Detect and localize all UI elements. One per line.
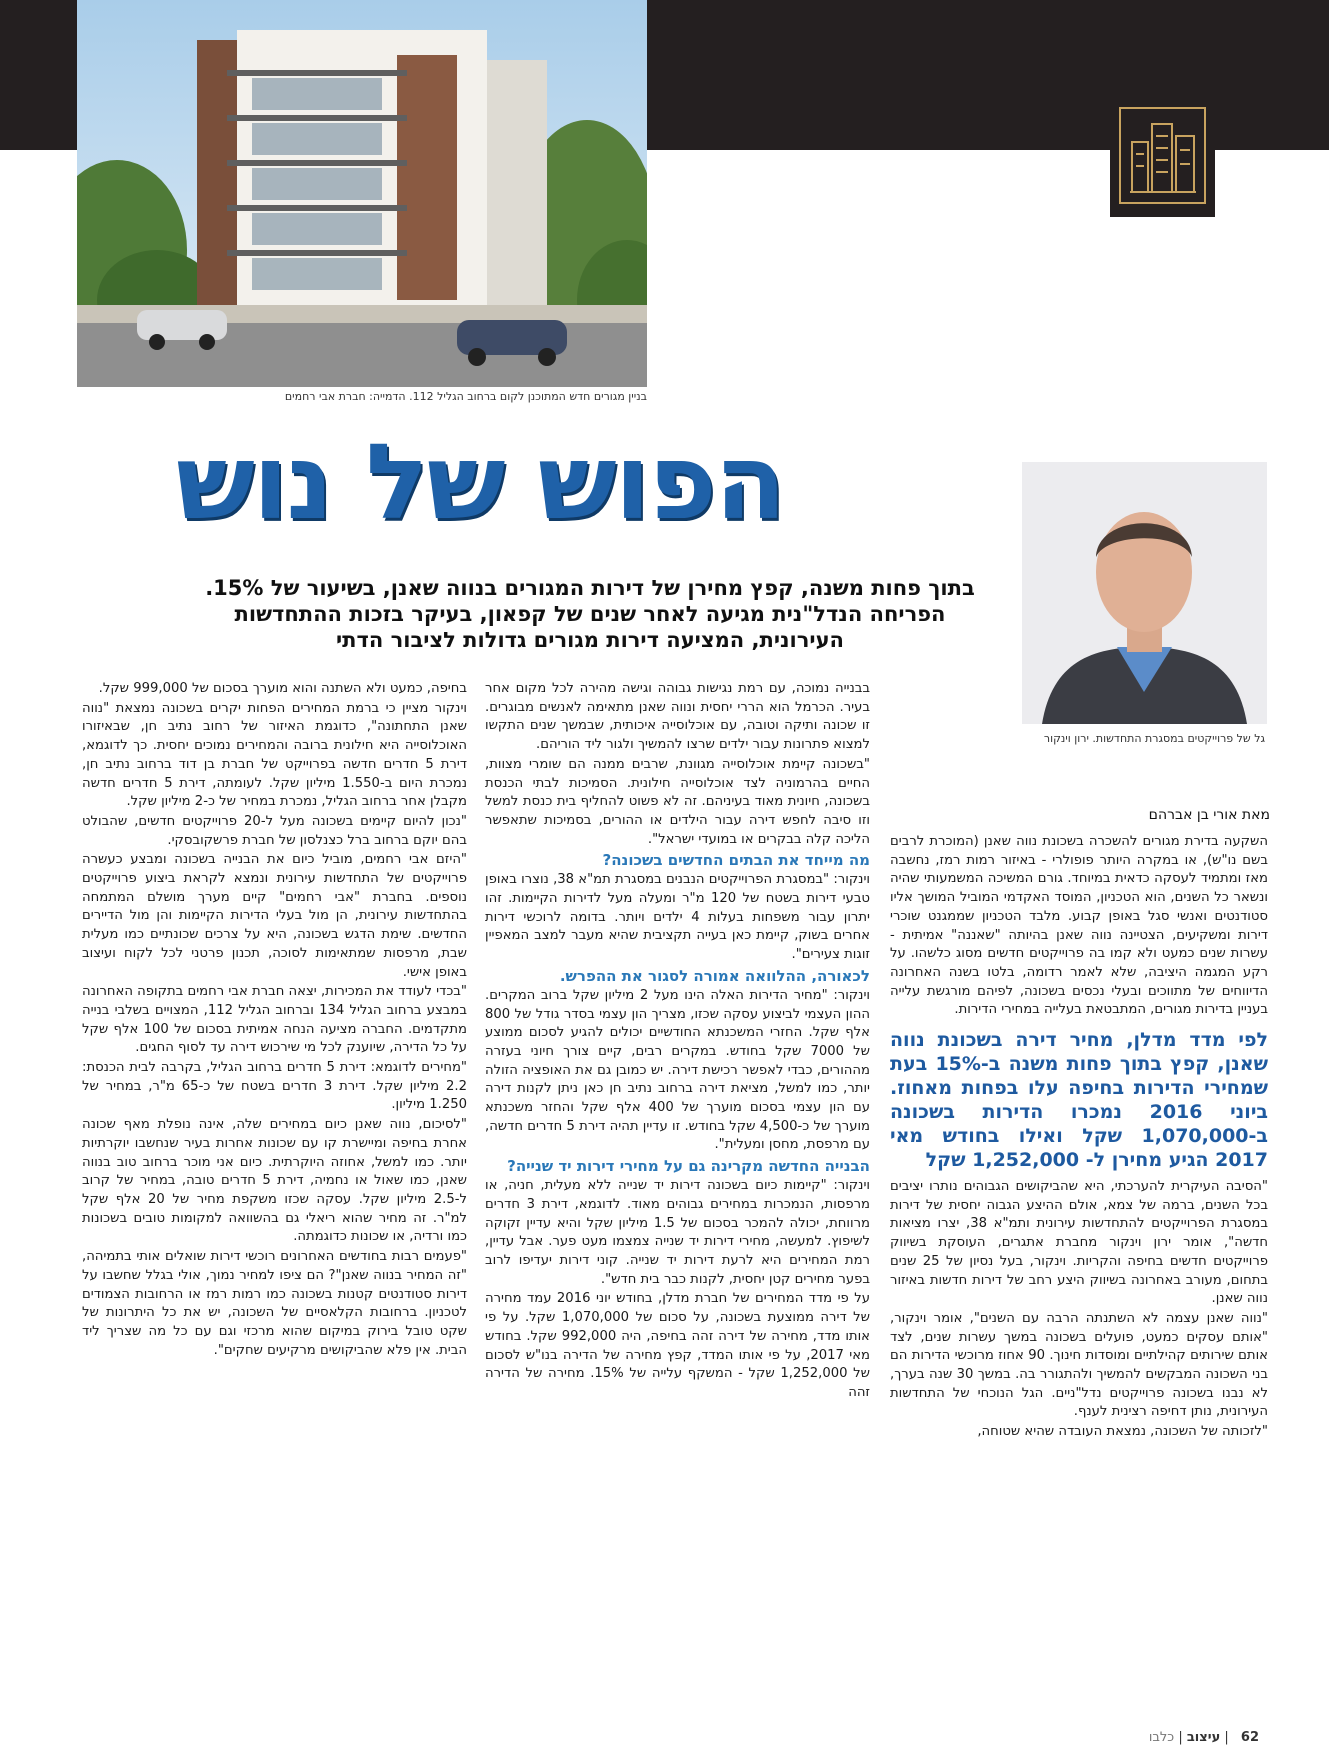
section-logo — [1110, 94, 1215, 217]
page-number: 62 — [1240, 1730, 1259, 1745]
paragraph: בבנייה נמוכה, עם רמת נגישות גבוהה וגישה מהירה לכל מקום אחר בעיר. הכרמל הוא הררי יחסית ונווה שאנן מתאימה לאנשים מבוגרים. זו שכונה ותיקה וטובה, עם אוכלוסייה איכותית, שבמשך שנים התקשו למצוא פתרונות עבור ילדים שרצו להמשיך ולגור ליד הוריהם. — [485, 681, 870, 753]
paragraph: על פי מדד המחירים של חברת מדלן, בחודש יוני 2016 עמד מחירה של דירה ממוצעת בשכונה, על סכום של 1,070,000 שקל. על פי אותו מדד, מחירה של דירה זהה בחיפה, היה 992,000 שקל. בחודש מאי 2017, על פי אותו המדד, קפץ מחירה של הדירה בנו"ש לסכום של 1,252,000 שקל - המשקף עלייה של 15%. מחירה של הדירה זהה — [485, 1291, 870, 1400]
paragraph: "הסיבה העיקרית להערכתי, היא שהביקושים הגבוהים נותרו יציבים בכל השנים, ברמה של צמא, אולם ההיצע הגבוה יחסית של דירות במסגרת הפרוייקטים להתחדשות עירונית ותמ"א 38, יצרו מציאות חדשה", אומר ירון וינקור מחברת אתגרים, העוסקת בשיווק פרוייקטים חדשים בחיפה והקריות. וינקור, בעל נסיון של 25 שנים בתחום, מעורב באחרונה בשיווק היצע רחב של דירות חדשות באיזור נווה שאנן. — [890, 1179, 1269, 1307]
paragraph: "נווה שאנן עצמה לא השתנתה הרבה עם השנים", אומר וינקור, "אותם עסקים כמעט, פועלים בשכונה במשך עשרות שנים, לצד אותם שירותים קהילתיים ומוסדות חינוך. 90 אחוז מרוכשי הדירות הם בני השכונה המבקשים להמשיך ולהתגורר בה. במשך 30 שנה בערך, לא נבנו בשכונה פרוייקטים נדל"ניים. הגל הנוכחי של התחדשות העירונית, נותן דחיפה רצינית לענף. — [890, 1310, 1269, 1420]
paragraph: וינקור: "קיימות כיום בשכונה דירות יד שנייה ללא מעלית, חניה, או מרפסות, הנמכרות במחירים גבוהים מאוד. לדוגמא, דירת 3 חדרים מרווחת, יכולה להמכר בסכום של 1.5 מיליון שקל והיא עדיין זקוקה לשיפוץ. למעשה, מחירי דירות יד שנייה צמצמו מעט פער. אבל עדיין, רמת המחירים היא לרעת דירות יד שנייה. קוני דירות יעדיפו לרוב בפער מחירים קטן יחסית, לקנות כבר בית חדש". — [485, 1178, 870, 1287]
article-subheadline: בתוך פחות משנה, קפץ מחירן של דירות המגורים בנווה שאנן, בשיעור של 15%. הפריחה הנדל"נית מגיעה לאחר שנים של קפאון, בעיקר בזכות ההתחדשות העירונית, המציעה דירות מגורים גדולות לציבור הדתי — [205, 576, 975, 652]
section-heading: לכאורה, ההלוואה אמורה לסגור את ההפרש. — [559, 966, 870, 985]
paragraph: "בכדי לעודד את המכירות, יצאה חברת אבי רחמים בתקופה האחרונה במבצע ברחוב הגליל 134 וברחוב הגליל 112, המצויים בשלבי בנייה מתקדמים. החברה מציעה הנחה אמיתית בסכום של 100 אלף שקל על כל הדירה, שיוענק לכל מי שירכוש דירה עד לסוף החגים. — [82, 984, 468, 1056]
paragraph: "מחירים לדוגמא: דירת 5 חדרים ברחוב הגליל, בקרבה לבית הכנסת: 2.2 מיליון שקל. דירת 3 חדרים בשטח של כ-65 מ"ר, במחיר של 1.250 מיליון. — [82, 1060, 467, 1113]
footer-separator: | — [1178, 1730, 1183, 1745]
photo-caption: בניין מגורים חדש המתוכנן לקום ברחוב הגליל 112. הדמייה: חברת אבי רחמים — [284, 390, 647, 403]
buildings-icon — [1110, 94, 1215, 217]
paragraph: "לזכותה של השכונה, נמצאת העובדה שהיא שטוחה, — [977, 1424, 1268, 1440]
pull-quote: לפי מדד מדלן, מחיר דירה בשכונת נווה שאנן, קפץ בתוך פחות משנה ב-15% בעת שמחירי הדירות בחיפה עלו בפחות מאחוז. ביוני 2016 נמכרו הדירות בשכונה ב-1,070,000 שקל ואילו בחודש מאי 2017 הגיע מחירן ל- 1,252,000 שקל — [890, 1029, 1268, 1172]
page-footer — [1149, 1730, 1259, 1745]
magazine-name: כלבו — [1148, 1730, 1175, 1745]
paragraph: בחיפה, כמעט ולא השתנה והוא מוערך בסכום של 999,000 שקל. — [98, 681, 467, 696]
portrait-caption: גל של פרוייקטים במסגרת התחדשות. ירון וינקור — [1043, 732, 1265, 745]
paragraph: "נכון להיום קיימים בשכונה מעל ל-20 פרוייקטים חדשים, שהבולט בהם יוקם ברחוב ברל כצנלסון של חברת פרשקובסקי. — [82, 813, 467, 848]
paragraph: השקעה בדירת מגורים להשכרה בשכונת נווה שאנן (המוכרת לרבים בשם נו"ש), או במקרה היותר פופולרי - באיזור רמות רמז, נחשבה מאז ומתמיד לעסקה כדאית במיוחד. גורם המשיכה המשמעותי שהיה ונשאר כל השנים, הוא הטכניון, המוסד האקדמי המוביל המושך אליו סטודנטים ואנשי סגל באופן קבוע. מלבד הטכניון שממגנט שוכרי דירות ומשקיעים, הצטיינה נווה שאנן בהיותה "שאננה" אמיתית - עשרות שנים כמעט ולא קמו בה פרוייקטים חדשים מסוג כלשהו. על רקע המגמה היציבה, שלא לאמר רדומה, בלטו בשנה האחרונה הדיווחים של מתווכים ובעלי נכסים בשכונה, לפיהם מורגשת עלייה בעניין בדירות מגורים, המתבטאת בעלייה במחירי הדירות. — [890, 834, 1268, 1018]
paragraph: "בשכונה קיימת אוכלוסייה מגוונת, שרבים ממנה הם שומרי מצוות, החיים בהרמוניה לצד אוכלוסייה חילונית. הסמיכות לבתי הכנסת בשכונה, חיונית מאוד בעיניהם. זה לא פשוט להחליף בית כנסת למשל וזו סיבה לחפש דירה עבור הילדים או ההורים, בסמיכות שתאפשר הליכה קלה בבקרים או במועדי ישראל". — [485, 756, 870, 847]
article-column-1 — [890, 833, 1268, 1443]
article-headline: הפוש של נוש — [175, 421, 785, 543]
section-heading: הבנייה החדשה מקרינה גם על מחירי דירות יד שנייה? — [507, 1157, 870, 1176]
paragraph: "לסיכום, נווה שאנן כיום במחירים שלה, אינה נופלת מאף שכונה אחרת בחיפה ומיישרת קו עם שכונות אחרות בעיר שנחשבו יוקרתיות יותר. כמו למשל, אחוזה היוקרתית. כיום אני מוכר ברחוב טוב בנווה שאנן, כמו שאול או נחמיה, דירת 5 חדרים טובה, במחיר של קרוב ל-2.5 מיליון שקל. עסקה שכזו משקפת מחיר של 20 אלף שקל למ"ר. זה מחיר שהוא ריאלי גם בהשוואה למקומות טובים בשכונות כמו ורדיה, או שכונות כדוגמתה. — [82, 1117, 467, 1245]
article-column-3 — [82, 680, 467, 1361]
article-column-2 — [485, 680, 870, 1404]
section-heading: מה מייחד את הבתים החדשים בשכונה? — [602, 851, 870, 870]
portrait-photo — [1022, 462, 1267, 724]
paragraph: וינקור מציין כי ברמת המחירים הפחות יקרים בשכונה נמצאת "נווה שאנן התחתונה", כדוגמת האיזור של רחוב נתיב חן, שבאיזורו האוכלוסייה היא חילונית ברובה והמחירים נמוכים יחסית. כך לדוגמא, דירת 5 חדרים חדשה בפרוייקט של חברת בן דוד ברחוב נתיב חן, נמכרת היום ב-1.550 מיליון שקל. לעומתה, דירת 5 חדרים חדשה מקבלן אחר ברחוב הגליל, נמכרת במחיר של כ-2 מיליון שקל. — [82, 700, 468, 810]
byline: מאת אורי בן אברהם — [1148, 807, 1270, 823]
paragraph: וינקור: "מחיר הדירות האלה הינו מעל 2 מיליון שקל ברוב המקרים. ההון העצמי לביצוע עסקה שכזו, מצריך הון עצמי בסדר גודל של 800 אלף שקל. החזרי המשכנתא החודשיים יכולים להגיע לסכום ממוצע של 7000 שקל בחודש. במקרים רבים, קיים צורך חיוני בעזרה מההורים, כבדי לאפשר רכישת דירה. יש כמובן גם את האופציה הזולה יותר, כמו למשל, מציאת דירה ברחוב נתיב חן כאן ניתן לקנות דירה עם הון עצמי בסכום מוערך של 400 אלף שקל והחזר משכנתא מוערך של כ-4,500 שקל בחודש. זו עדיין תהיה דירת 5 חדרים חדשה, עם מרפסת, מחסן ומעלית". — [485, 987, 870, 1153]
section-name: עיצוב — [1186, 1730, 1221, 1745]
person-illustration — [1022, 462, 1267, 724]
paragraph: וינקור: "במסגרת הפרוייקטים הנבנים במסגרת תמ"א 38, נוצרו באופן טבעי דירות בשטח של 120 מ"ר ומעלה מעל לדירות הקיימות. זהו יתרון עבור משפחות בעלות 4 ילדים ויותר. בדומה לרוכשי דירות אחרים בשוק, קיימת כאן בעייה תקציבית שהיא מעבר למצב המאפיין זוגות צעירים". — [485, 872, 870, 963]
footer-separator: | — [1224, 1730, 1229, 1745]
building-photo — [77, 0, 647, 387]
building-illustration — [77, 0, 647, 387]
paragraph: "היזם אבי רחמים, מוביל כיום את הבנייה בשכונה ומבצע כעשרה פרוייקטים של התחדשות עירונית ונמצא לקראת ביצוע פרוייקטים נוספים. בחברת "אבי רחמים" קיים מערך מושלם המתמחה בהתחדשות עירונית, הן מול בעלי הדירות הקיימות והן מול הדיירים החדשים. שימת הדגש בשכונה, היא על צרכים שכונתיים כמו מעלית שבת, מרפסות שמתאימות לסוכה, תכנון פרטני לכל לקוח ועיצוב באופן אישי. — [82, 852, 467, 980]
paragraph: "פעמים רבות בחודשים האחרונים רוכשי דירות שואלים אותי בתמיהה, "זה המחיר בנווה שאנן"? הם ציפו למחיר נמוך, אולי בגלל שחשבו על דירות סטודנטים קטנות בשכונה כמו רמות רמז או הרחובות הצמודים לטכניון. ברחובות הקלאסיים של השכונה, יש את כל היתרונות של שקט טובל בירוק במיקום שהוא מרכזי וגם עם כל מה שצריך ליד הבית. אין פלא שהביקושים מרקיעים שחקים". — [82, 1249, 467, 1358]
